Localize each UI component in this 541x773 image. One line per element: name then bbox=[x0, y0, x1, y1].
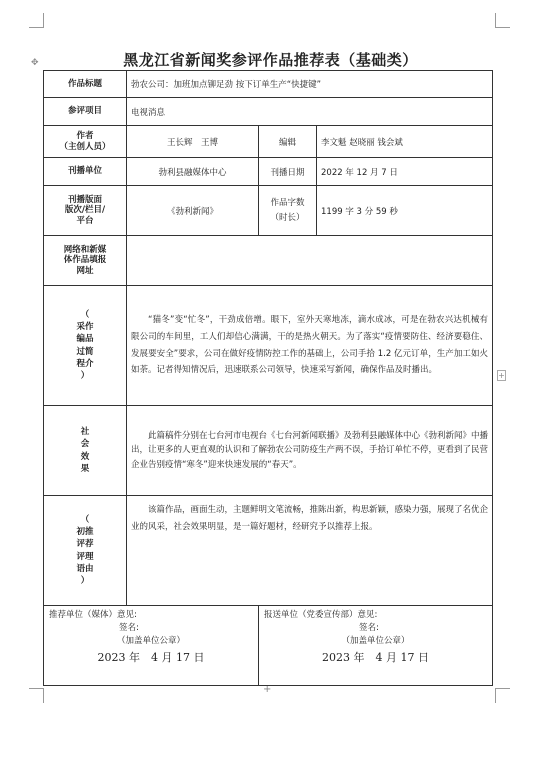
length-label: 作品字数 （时长） bbox=[259, 186, 317, 236]
publisher-label: 刊播单位 bbox=[44, 158, 127, 186]
work-title-value[interactable]: 勃农公司：加班加点铆足劲 按下订单生产“快捷键” bbox=[127, 71, 493, 98]
submitter-seal-note: （加盖单位公章） bbox=[341, 636, 410, 647]
table-move-handle-icon[interactable]: ✥ bbox=[31, 58, 39, 68]
review-value[interactable]: 该篇作品，画面生动，主题鲜明文笔流畅，推陈出新，构思新颖，感染力强，展现了名优企业的风采，社会效果明显，是一篇好题材，经研究予以推荐上报。 bbox=[127, 496, 493, 606]
submitter-opinion-heading: 报送单位（党委宣传部）意见: bbox=[264, 610, 378, 620]
publish-date-value[interactable]: 2022 年 12 月 7 日 bbox=[317, 158, 493, 186]
crop-mark-bottom-left bbox=[29, 688, 44, 703]
recommender-opinion-cell[interactable] bbox=[44, 606, 259, 686]
row-add-handle-icon[interactable]: + bbox=[263, 684, 272, 695]
nomination-form-table bbox=[43, 70, 493, 686]
row-effect bbox=[44, 406, 493, 496]
work-title-label: 作品标题 bbox=[44, 71, 127, 98]
row-edition bbox=[44, 186, 493, 236]
page-title: 黑龙江省新闻奖参评作品推荐表（基础类） bbox=[123, 51, 418, 69]
row-network bbox=[44, 236, 493, 286]
row-work-title bbox=[44, 71, 493, 98]
row-process bbox=[44, 286, 493, 406]
row-review bbox=[44, 496, 493, 606]
crop-mark-bottom-right bbox=[495, 688, 510, 703]
editor-value[interactable]: 李文魁 赵晓丽 钱会斌 bbox=[317, 126, 493, 158]
crop-mark-top-right bbox=[495, 13, 510, 28]
recommender-sign-label: 签名: bbox=[119, 623, 139, 634]
crop-mark-top-left bbox=[29, 13, 44, 28]
row-signatures bbox=[44, 606, 493, 686]
edition-label: 刊播版面 版次/栏目/ 平台 bbox=[44, 186, 127, 236]
recommender-date: 2023 年 4 月 17 日 bbox=[97, 650, 205, 664]
recommender-opinion-heading: 推荐单位（媒体）意见: bbox=[49, 610, 137, 620]
effect-value[interactable]: 此篇稿件分别在七台河市电视台《七台河新闻联播》及勃利县融媒体中心《勃利新闻》中播出，让更多的人更直观的认识和了解勃农公司防疫生产两不误，手拾订单忙不停，更看到了民营企业告别疫情“寒冬”迎来快速发展的“春天”。 bbox=[127, 406, 493, 496]
submitter-sign-label: 签名: bbox=[359, 623, 379, 634]
author-label: 作者 （主创人员） bbox=[44, 126, 127, 158]
publish-date-label: 刊播日期 bbox=[259, 158, 317, 186]
review-label: （ 初推 评荐 评理 语由 ） bbox=[44, 496, 127, 606]
category-value[interactable]: 电视消息 bbox=[127, 98, 493, 126]
submitter-date: 2023 年 4 月 17 日 bbox=[322, 650, 429, 664]
author-value[interactable]: 王长辉 王博 bbox=[127, 126, 259, 158]
length-value[interactable]: 1199 字 3 分 59 秒 bbox=[317, 186, 493, 236]
row-publisher bbox=[44, 158, 493, 186]
process-value[interactable]: “猫冬”变“忙冬”，干劲成倍增。眼下，室外天寒地冻，滴水成冰，可是在勃农兴达机械有限公司的车间里，工人们却信心满满，干的是热火朝天。为了落实“疫情要防住、经济要稳住、发展要安全”要求，公司在做好疫情防控工作的基础上，公司手拾 1.2 亿元订单，生产加工如火如荼。记者得知情况后，迅速联系公司领导，快速采写新闻，确保作品及时播出。 bbox=[127, 286, 493, 406]
network-value[interactable] bbox=[127, 236, 493, 286]
process-label: （ 采作 编品 过简 程介 ） bbox=[44, 286, 127, 406]
effect-label: 社 会 效 果 bbox=[44, 406, 127, 496]
row-category bbox=[44, 98, 493, 126]
edition-value[interactable]: 《勃利新闻》 bbox=[127, 186, 259, 236]
publisher-value[interactable]: 勃利县融媒体中心 bbox=[127, 158, 259, 186]
table-resize-handle-icon[interactable]: + bbox=[498, 371, 505, 380]
category-label: 参评项目 bbox=[44, 98, 127, 126]
row-author bbox=[44, 126, 493, 158]
recommender-seal-note: （加盖单位公章） bbox=[116, 636, 185, 647]
network-label: 网络和新媒 体作品填报 网址 bbox=[44, 236, 127, 286]
editor-label: 编辑 bbox=[259, 126, 317, 158]
submitter-opinion-cell[interactable] bbox=[259, 606, 493, 686]
